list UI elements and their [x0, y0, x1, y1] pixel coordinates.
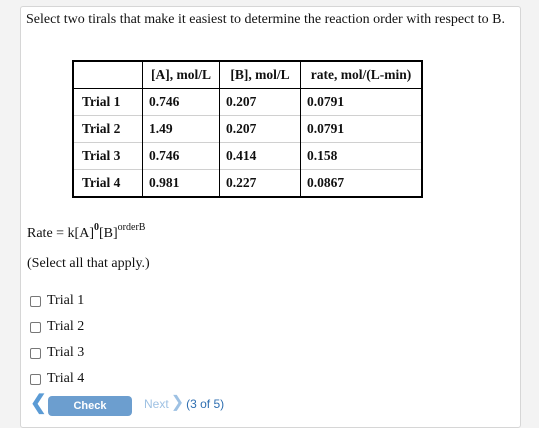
table-header: [A], mol/L: [143, 61, 220, 89]
question-footer: [30, 392, 225, 416]
table-cell: 0.414: [220, 143, 301, 170]
question-text: Select two tirals that make it easiest to determine the reaction order with respect to B.: [26, 12, 505, 27]
rate-law-b-order: orderB: [117, 222, 146, 233]
table-row: [73, 170, 422, 198]
table-header: [B], mol/L: [220, 61, 301, 89]
table-row: [73, 143, 422, 170]
select-instruction: (Select all that apply.): [27, 256, 150, 271]
next-link[interactable]: Next: [144, 397, 169, 411]
table-cell: 1.49: [143, 116, 220, 143]
table-cell: 0.0791: [301, 89, 423, 116]
chevron-left-icon[interactable]: ❮: [30, 392, 47, 414]
rate-law: [27, 222, 145, 242]
rate-law-a-order: 0: [94, 222, 99, 233]
progress-indicator: (3 of 5): [186, 397, 225, 411]
rate-law-middle: [B]: [99, 226, 118, 241]
table-cell: 0.227: [220, 170, 301, 198]
choice-label: Trial 3: [47, 345, 85, 360]
choice-trial-4[interactable]: [30, 366, 84, 392]
table-header-row: [73, 61, 422, 89]
table-cell: Trial 2: [73, 116, 143, 143]
data-table: [72, 60, 423, 198]
choice-label: Trial 1: [47, 293, 85, 308]
table-row: [73, 116, 422, 143]
table-row: [73, 89, 422, 116]
table-cell: 0.746: [143, 143, 220, 170]
choice-list: [30, 288, 84, 392]
choice-trial-2[interactable]: [30, 314, 84, 340]
choice-trial-3[interactable]: [30, 340, 84, 366]
table-cell: Trial 3: [73, 143, 143, 170]
checkbox[interactable]: [30, 374, 41, 385]
table-cell: 0.207: [220, 116, 301, 143]
choice-label: Trial 2: [47, 319, 85, 334]
choice-label: Trial 4: [47, 371, 85, 386]
check-button[interactable]: Check: [48, 396, 132, 416]
table-cell: Trial 1: [82, 94, 121, 109]
table-cell: Trial 4: [73, 170, 143, 198]
chevron-right-icon[interactable]: ❯: [170, 394, 185, 411]
table-cell: 0.981: [143, 170, 220, 198]
checkbox[interactable]: [30, 296, 41, 307]
table-cell: 0.158: [301, 143, 423, 170]
table-cell: 0.207: [220, 89, 301, 116]
checkbox[interactable]: [30, 348, 41, 359]
rate-law-prefix: Rate = k[A]: [27, 226, 94, 241]
table-cell: 0.746: [143, 89, 220, 116]
table-header: [73, 61, 143, 89]
table-header: rate, mol/(L-min): [301, 61, 423, 89]
checkbox[interactable]: [30, 322, 41, 333]
table-cell: 0.0867: [301, 170, 423, 198]
table-cell: 0.0791: [301, 116, 423, 143]
choice-trial-1[interactable]: [30, 288, 84, 314]
